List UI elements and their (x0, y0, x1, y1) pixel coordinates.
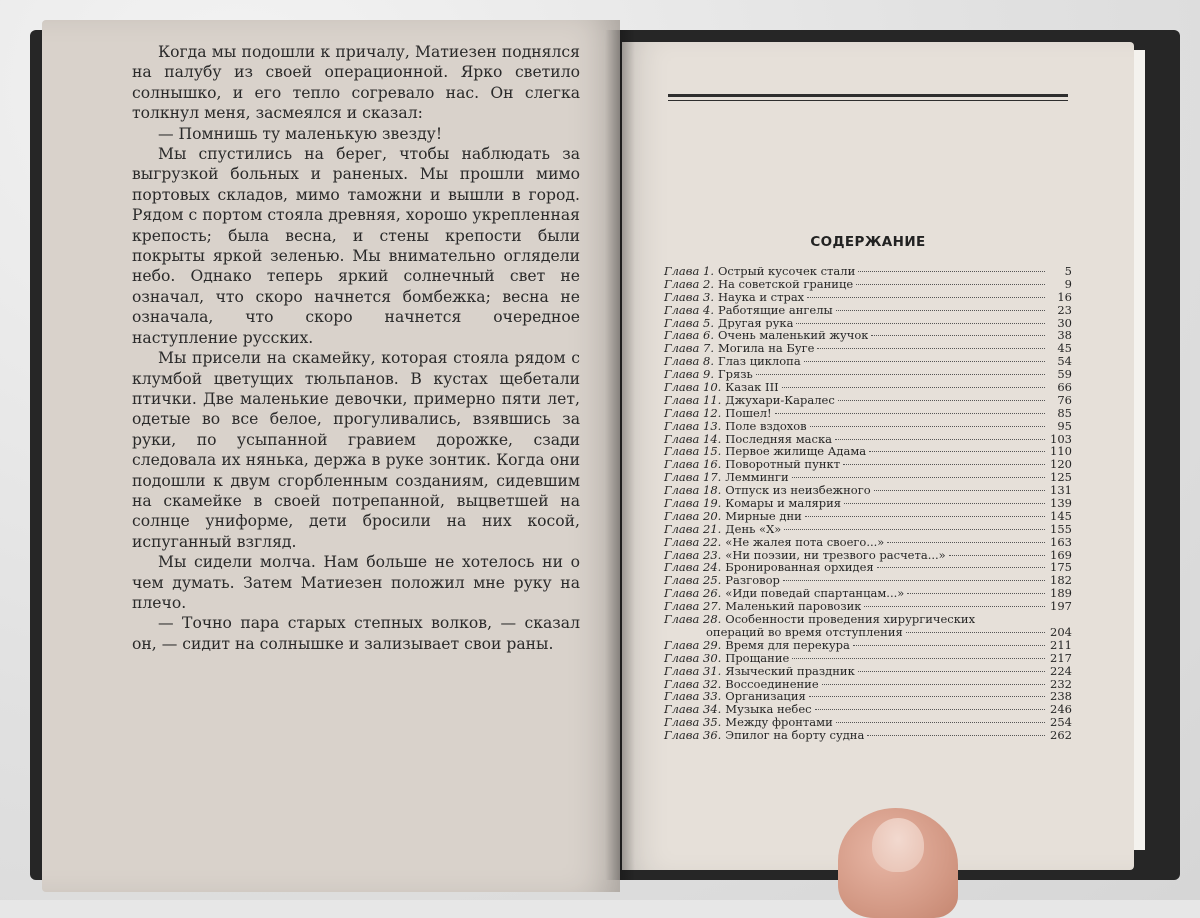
toc-chapter-number: Глава 25. (664, 573, 722, 588)
toc-entry (664, 626, 1072, 639)
toc-page-number: 246 (1050, 702, 1072, 717)
toc-entry (664, 265, 1072, 278)
toc-chapter-number: Глава 19. (664, 496, 722, 511)
toc-entry (664, 536, 1072, 549)
fingernail (872, 818, 924, 872)
toc-chapter-title: операций во время отступления (706, 625, 903, 639)
toc-entry (664, 613, 1072, 626)
paragraph: — Точно пара старых степных волков, — сказал он, — сидит на солнышке и зализывает свои раны. (132, 614, 580, 653)
toc-chapter-title: Первое жилище Адама (725, 445, 867, 459)
toc-leader-dots (792, 477, 1045, 478)
toc-entry (664, 368, 1072, 381)
toc-chapter-title: Джухари-Каралес (725, 393, 835, 407)
toc-page-number: 66 (1057, 380, 1072, 395)
toc-page-number: 38 (1057, 328, 1072, 343)
toc-page-number: 169 (1050, 547, 1072, 562)
toc-leader-dots (796, 323, 1045, 324)
toc-chapter-title: День «Х» (725, 522, 782, 536)
toc-leader-dots (805, 516, 1045, 517)
toc-chapter-number: Глава 13. (664, 418, 722, 433)
toc-page-number: 139 (1050, 496, 1072, 511)
toc-leader-dots (792, 658, 1045, 659)
toc-page-number: 163 (1050, 534, 1072, 549)
toc-chapter-title: Острый кусочек стали (717, 265, 856, 278)
toc-page-number: 262 (1050, 728, 1072, 743)
toc-chapter-number: Глава 21. (664, 521, 722, 536)
header-rule-thin (668, 100, 1068, 101)
toc-entry (664, 587, 1072, 600)
toc-page-number: 232 (1050, 676, 1072, 691)
toc-entry (664, 690, 1072, 703)
toc-leader-dots (871, 335, 1045, 336)
toc-chapter-title: Организация (725, 690, 806, 704)
toc-chapter-title: Воссоединение (725, 677, 819, 691)
toc-entry (664, 497, 1072, 510)
toc-chapter-number: Глава 36. (664, 728, 722, 743)
toc-chapter-number: Глава 28. (664, 612, 722, 627)
toc-chapter-title: На советской границе (717, 277, 854, 291)
toc-page-number: 16 (1057, 289, 1072, 304)
toc-page-number: 54 (1057, 354, 1072, 369)
toc-page-number: 189 (1050, 586, 1072, 601)
paragraph: Мы присели на скамейку, которая стояла рядом с клумбой цветущих тюльпанов. В кустах щебетали птички. Две маленькие девочки, примерно пяти лет, одетые во все белое, прогуливались, взявшись за руки, по усыпанной гравием дорожке, сзади следовала их нянька, держа в руке зонтик. Когда они подошли к двум сгорбленным созданиям, сидевшим на скамейке в своей потрепанной, выцветшей на солнце униформе, дети бросили на них косой, испуганный взгляд. (132, 349, 580, 551)
toc-chapter-number: Глава 11. (664, 392, 722, 407)
toc-chapter-title: «Ни поэзии, ни трезвого расчета...» (725, 548, 946, 562)
toc-leader-dots (784, 529, 1045, 530)
toc-page-number: 23 (1057, 302, 1072, 317)
toc-entry (664, 458, 1072, 471)
toc-chapter-number: Глава 18. (664, 483, 722, 498)
toc-leader-dots (775, 413, 1045, 414)
toc-leader-dots (817, 348, 1045, 349)
toc-entry (664, 600, 1072, 613)
toc-entry (664, 329, 1072, 342)
toc-chapter-title: Работящие ангелы (717, 303, 833, 317)
toc-chapter-number: Глава 12. (664, 405, 722, 420)
toc-entry (664, 342, 1072, 355)
toc-chapter-title: Глаз циклопа (717, 355, 801, 369)
toc-chapter-title: Особенности проведения хирургических (725, 613, 976, 626)
left-page-text (132, 42, 580, 654)
toc-chapter-number: Глава 7. (664, 341, 714, 356)
toc-page-number: 30 (1057, 315, 1072, 330)
toc-chapter-title: Наука и страх (717, 290, 805, 304)
toc-page-number: 95 (1057, 418, 1072, 433)
toc-entry (664, 561, 1072, 574)
toc-chapter-number: Глава 29. (664, 637, 722, 652)
toc-leader-dots (906, 632, 1045, 633)
toc-leader-dots (856, 284, 1045, 285)
toc-page-number: 197 (1050, 599, 1072, 614)
toc-chapter-number: Глава 16. (664, 457, 722, 472)
toc-entry (664, 523, 1072, 536)
toc-chapter-number: Глава 20. (664, 508, 722, 523)
toc-chapter-number: Глава 9. (664, 367, 714, 382)
toc-entry (664, 716, 1072, 729)
paragraph: Мы сидели молча. Нам больше не хотелось ни о чем думать. Затем Матиезен положил мне руку на плечо. (132, 553, 580, 612)
toc-chapter-title: Эпилог на борту судна (725, 729, 865, 742)
toc-page-number: 224 (1050, 663, 1072, 678)
toc-chapter-title: «Не жалея пота своего...» (725, 535, 885, 549)
toc-page-number: 120 (1050, 457, 1072, 472)
toc-entry (664, 678, 1072, 691)
toc-leader-dots (783, 580, 1045, 581)
toc-chapter-title: Другая рука (717, 316, 794, 330)
toc-entry (664, 639, 1072, 652)
toc-leader-dots (858, 271, 1045, 272)
toc-chapter-title: Очень маленький жучок (717, 329, 869, 343)
toc-chapter-number: Глава 32. (664, 676, 722, 691)
toc-leader-dots (835, 439, 1045, 440)
toc-entry (664, 703, 1072, 716)
toc-page-number: 155 (1050, 521, 1072, 536)
toc-leader-dots (864, 606, 1045, 607)
toc-chapter-title: Могила на Буге (717, 342, 815, 356)
toc-leader-dots (822, 684, 1045, 685)
spine-shadow (605, 30, 635, 880)
paragraph: Когда мы подошли к причалу, Матиезен поднялся на палубу из своей операционной. Ярко светило солнышко, и его тепло согревало нас. Он слегка толкнул меня, засмеялся и сказал: (132, 43, 580, 123)
toc-chapter-number: Глава 5. (664, 315, 714, 330)
toc-chapter-title: Маленький паровозик (725, 600, 862, 614)
toc-chapter-title: Пошел! (725, 406, 772, 420)
toc-entry (664, 484, 1072, 497)
toc-page-number: 76 (1057, 392, 1072, 407)
toc-chapter-title: Отпуск из неизбежного (725, 484, 871, 498)
toc-page-number: 59 (1057, 367, 1072, 382)
toc-chapter-number: Глава 26. (664, 586, 722, 601)
toc-leader-dots (804, 361, 1045, 362)
toc-chapter-number: Глава 22. (664, 534, 722, 549)
toc-leader-dots (907, 593, 1045, 594)
table-of-contents (664, 265, 1072, 742)
toc-page-number: 5 (1064, 264, 1072, 278)
toc-leader-dots (810, 426, 1045, 427)
toc-entry (664, 304, 1072, 317)
toc-chapter-number: Глава 35. (664, 715, 722, 730)
toc-chapter-number: Глава 30. (664, 650, 722, 665)
toc-leader-dots (756, 374, 1045, 375)
toc-entry (664, 381, 1072, 394)
toc-entry (664, 291, 1072, 304)
toc-page-number: 238 (1050, 689, 1072, 704)
toc-chapter-title: Между фронтами (725, 716, 833, 730)
toc-chapter-title: Грязь (717, 368, 753, 382)
toc-chapter-title: Поле вздохов (725, 419, 807, 433)
toc-page-number: 254 (1050, 715, 1072, 730)
toc-page-number: 9 (1064, 276, 1072, 291)
toc-entry (664, 665, 1072, 678)
toc-leader-dots (836, 310, 1045, 311)
toc-leader-dots (815, 709, 1045, 710)
toc-chapter-title: Комары и малярия (725, 497, 842, 510)
paragraph: Мы спустились на берег, чтобы наблюдать за выгрузкой больных и раненых. Мы прошли мимо портовых складов, мимо таможни и вышли в город. Рядом с портом стояла древняя, хорошо укрепленная крепость; была весна, и стены крепости были покрыты яркой зеленью. Мы внимательно оглядели небо. Однако теперь яркий солнечный свет не означал, что скоро начнется бомбежка; весна не означала, что скоро начнется очередное наступление русских. (132, 145, 580, 347)
toc-chapter-title: Прощание (725, 651, 790, 665)
toc-entry (664, 445, 1072, 458)
toc-chapter-number: Глава 31. (664, 663, 722, 678)
toc-chapter-number: Глава 6. (664, 328, 714, 343)
toc-title: СОДЕРЖАНИЕ (810, 234, 926, 250)
toc-page-number: 145 (1050, 508, 1072, 523)
toc-leader-dots (807, 297, 1045, 298)
toc-entry (664, 510, 1072, 523)
toc-entry (664, 420, 1072, 433)
toc-chapter-number: Глава 10. (664, 380, 722, 395)
toc-chapter-title: Последняя маска (725, 432, 832, 446)
toc-leader-dots (858, 671, 1045, 672)
toc-page-number: 175 (1050, 560, 1072, 575)
toc-chapter-number: Глава 14. (664, 431, 722, 446)
toc-leader-dots (843, 464, 1045, 465)
toc-page-number: 211 (1050, 637, 1072, 652)
toc-leader-dots (838, 400, 1045, 401)
toc-chapter-title: «Иди поведай спартанцам...» (725, 587, 905, 601)
toc-chapter-number: Глава 23. (664, 547, 722, 562)
toc-entry (664, 317, 1072, 330)
toc-leader-dots (949, 555, 1045, 556)
toc-entry (664, 574, 1072, 587)
toc-chapter-number: Глава 2. (664, 276, 714, 291)
toc-leader-dots (869, 451, 1045, 452)
toc-chapter-title: Казак III (725, 381, 779, 394)
toc-page-number: 131 (1050, 483, 1072, 498)
toc-page-number: 110 (1050, 444, 1072, 459)
toc-chapter-number: Глава 1. (664, 264, 714, 278)
toc-entry (664, 652, 1072, 665)
toc-entry (664, 407, 1072, 420)
toc-leader-dots (874, 490, 1045, 491)
toc-chapter-title: Поворотный пункт (725, 458, 841, 472)
toc-leader-dots (836, 722, 1045, 723)
toc-chapter-number: Глава 27. (664, 599, 722, 614)
toc-page-number: 125 (1050, 470, 1072, 485)
toc-entry (664, 394, 1072, 407)
toc-chapter-number: Глава 17. (664, 470, 722, 485)
toc-chapter-number: Глава 3. (664, 289, 714, 304)
toc-chapter-title: Языческий праздник (725, 664, 855, 678)
toc-entry (664, 549, 1072, 562)
toc-chapter-title: Разговор (725, 574, 780, 588)
toc-page-number: 217 (1050, 650, 1072, 665)
toc-leader-dots (809, 696, 1045, 697)
toc-chapter-title: Бронированная орхидея (725, 561, 874, 575)
toc-chapter-number: Глава 8. (664, 354, 714, 369)
toc-entry (664, 355, 1072, 368)
toc-page-number: 182 (1050, 573, 1072, 588)
toc-page-number: 103 (1050, 431, 1072, 446)
toc-entry (664, 729, 1072, 742)
toc-chapter-number: Глава 34. (664, 702, 722, 717)
toc-page-number: 204 (1050, 624, 1072, 639)
toc-entry (664, 471, 1072, 484)
toc-chapter-number: Глава 4. (664, 302, 714, 317)
toc-leader-dots (853, 645, 1045, 646)
toc-leader-dots (877, 567, 1045, 568)
toc-leader-dots (844, 503, 1045, 504)
toc-chapter-number: Глава 33. (664, 689, 722, 704)
paragraph: — Помнишь ту маленькую звезду! (158, 124, 443, 143)
toc-chapter-title: Лемминги (725, 471, 789, 485)
toc-leader-dots (887, 542, 1045, 543)
toc-page-number: 45 (1057, 341, 1072, 356)
toc-chapter-title: Мирные дни (725, 509, 802, 523)
toc-chapter-title: Музыка небес (725, 703, 812, 717)
toc-entry (664, 278, 1072, 291)
toc-leader-dots (782, 387, 1045, 388)
toc-chapter-number: Глава 15. (664, 444, 722, 459)
header-rule-thick (668, 94, 1068, 97)
toc-leader-dots (867, 735, 1045, 736)
toc-page-number: 85 (1057, 405, 1072, 420)
toc-chapter-title: Время для перекура (725, 638, 850, 652)
toc-chapter-number: Глава 24. (664, 560, 722, 575)
toc-entry (664, 433, 1072, 446)
